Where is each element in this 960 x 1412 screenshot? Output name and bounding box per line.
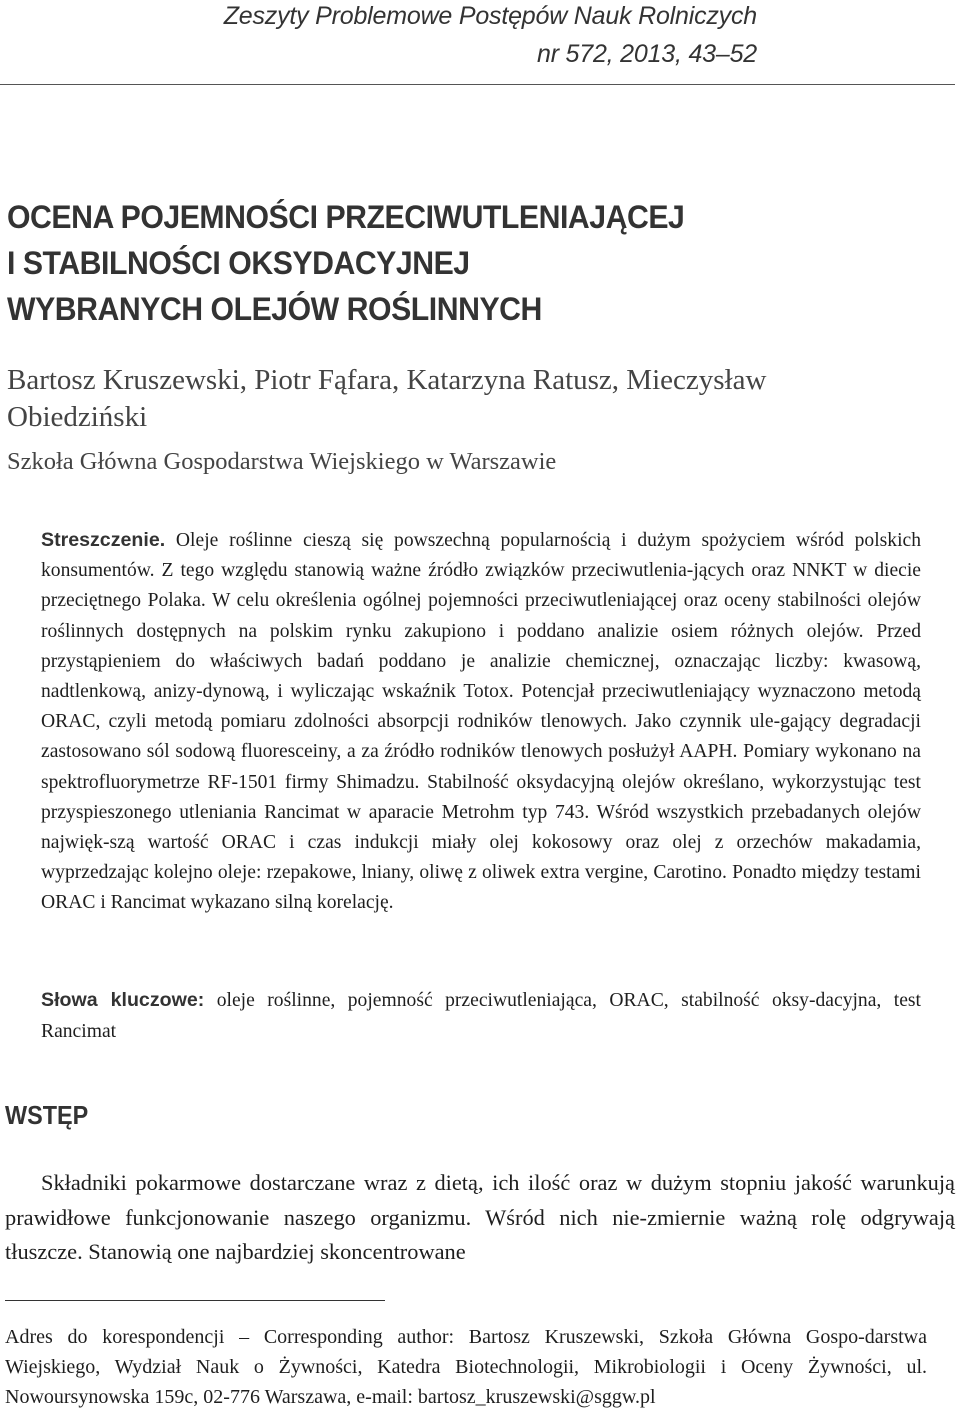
- intro-text: Składniki pokarmowe dostarczane wraz z dietą, ich ilość oraz w dużym stopniu jakość warunkują prawidłowe funkcjonowanie naszego organizmu. Wśród nich nie-zmiernie ważną rolę odgrywają tłuszcze. Stanowią one najbardziej skoncentrowane: [5, 1170, 955, 1264]
- footnote-divider: [5, 1300, 385, 1301]
- intro-paragraph: [5, 1166, 955, 1270]
- abstract-text: Oleje roślinne cieszą się powszechną popularnością i dużym spożyciem wśród polskich konsumentów. Z tego względu stanowią ważne źródło związków przeciwutlenia-jących oraz NNKT w diecie przeciętnego Polaka. W celu określenia ogólnej pojemności przeciwutleniającej oraz oceny stabilności olejów roślinnych dostępnych na polskim rynku zakupiono i poddano analizie osiem różnych olejów. Przed przystąpieniem do właściwych badań poddano je analizie chemicznej, oznaczając liczby: kwasową, nadtlenkową, anizy-dynową, i wyliczając wskaźnik Totox. Potencjał przeciwutleniający wyznaczono metodą ORAC, czyli metodą pomiaru zdolności absorpcji rodników tlenowych. Jako czynnik ule-gający degradacji zastosowano sól sodową fluoresceiny, a za źródło rodników tlenowych posłużył AAPH. Pomiary wykonano na spektrofluorymetrze RF-1501 firmy Shimadzu. Stabilność oksydacyjną olejów określano, wykorzystując test przyspieszonego utleniania Rancimat w aparacie Metrohm typ 743. Wśród wszystkich przebadanych olejów najwięk-szą wartość ORAC i czas indukcji miały olej kokosowy oraz olej z orzechów makadamia, wyprzedzając kolejno oleje: rzepakowe, lniany, oliwę z oliwek extra vergine, Carotino. Ponadto między testami ORAC i Rancimat wykazano silną korelację.: [41, 530, 922, 914]
- author-list: Bartosz Kruszewski, Piotr Fąfara, Katarzyna Ratusz, Mieczysław Obiedziński: [7, 364, 767, 433]
- keywords-text: oleje roślinne, pojemność przeciwutleniająca, ORAC, stabilność oksy-dacyjna, test Rancimat: [41, 990, 921, 1042]
- journal-name: Zeszyty Problemowe Postępów Nauk Rolniczych: [223, 2, 757, 30]
- journal-issue: nr 572, 2013, 43–52: [536, 40, 757, 68]
- affiliation: Szkoła Główna Gospodarstwa Wiejskiego w Warszawie: [7, 448, 557, 475]
- keywords: [41, 985, 921, 1047]
- section-heading: WSTĘP: [5, 1100, 89, 1130]
- abstract-label: Streszczenie.: [41, 529, 166, 551]
- correspondence-footnote: Adres do korespondencji – Corresponding author: Bartosz Kruszewski, Szkoła Główna Gospo-darstwa Wiejskiego, Wydział Nauk o Żywności, Katedra Biotechnologii, Mikrobiologii i Oceny Żywności, ul. Nowoursynowska 159c, 02-776 Warszawa, e-mail: bartosz_kruszewski@sggw.pl: [5, 1326, 927, 1408]
- title-line-2: I STABILNOŚCI OKSYDACYJNEJ: [7, 245, 470, 281]
- keywords-label: Słowa kluczowe:: [41, 989, 205, 1011]
- article-title: [7, 194, 881, 332]
- header-divider: [0, 84, 955, 85]
- title-line-1: OCENA POJEMNOŚCI PRZECIWUTLENIAJĄCEJ: [7, 199, 685, 235]
- abstract: [41, 525, 921, 919]
- title-line-3: WYBRANYCH OLEJÓW ROŚLINNYCH: [7, 291, 542, 327]
